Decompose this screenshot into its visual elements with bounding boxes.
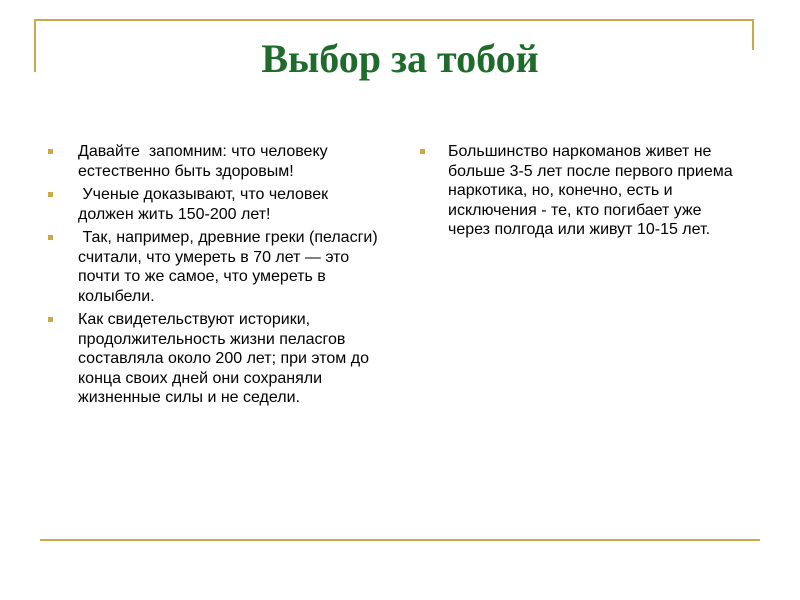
list-item <box>48 228 388 306</box>
list-item <box>48 310 388 408</box>
square-bullet-icon <box>420 149 425 154</box>
left-bullet-list <box>48 142 388 412</box>
square-bullet-icon <box>48 235 53 240</box>
square-bullet-icon <box>48 192 53 197</box>
list-item-text: Давайте запомним: что человеку естественно быть здоровым! <box>78 143 333 180</box>
square-bullet-icon <box>48 149 53 154</box>
square-bullet-icon <box>48 317 53 322</box>
list-item-text: Ученые доказывают, что человек должен жить 150-200 лет! <box>78 186 333 223</box>
list-item-text: Так, например, древние греки (пеласги) считали, что умереть в 70 лет — это почти то же самое, что умереть в колыбели. <box>78 229 383 305</box>
list-item-text: Как свидетельствуют историки, продолжительность жизни пеласгов составляла около 200 лет; при этом до конца своих дней они сохраняли жизненные силы и не седели. <box>78 311 374 406</box>
top-rule <box>34 19 754 21</box>
bottom-rule <box>40 539 760 541</box>
slide-title: Выбор за тобой <box>261 36 539 81</box>
right-bullet-list <box>418 142 736 244</box>
list-item <box>48 142 388 181</box>
list-item-text: Большинство наркоманов живет не больше 3-5 лет после первого приема наркотика, но, конечно, есть и исключения - те, кто погибает уже через полгода или живут 10-15 лет. <box>448 143 738 238</box>
list-item <box>418 142 736 240</box>
list-item <box>48 185 388 224</box>
